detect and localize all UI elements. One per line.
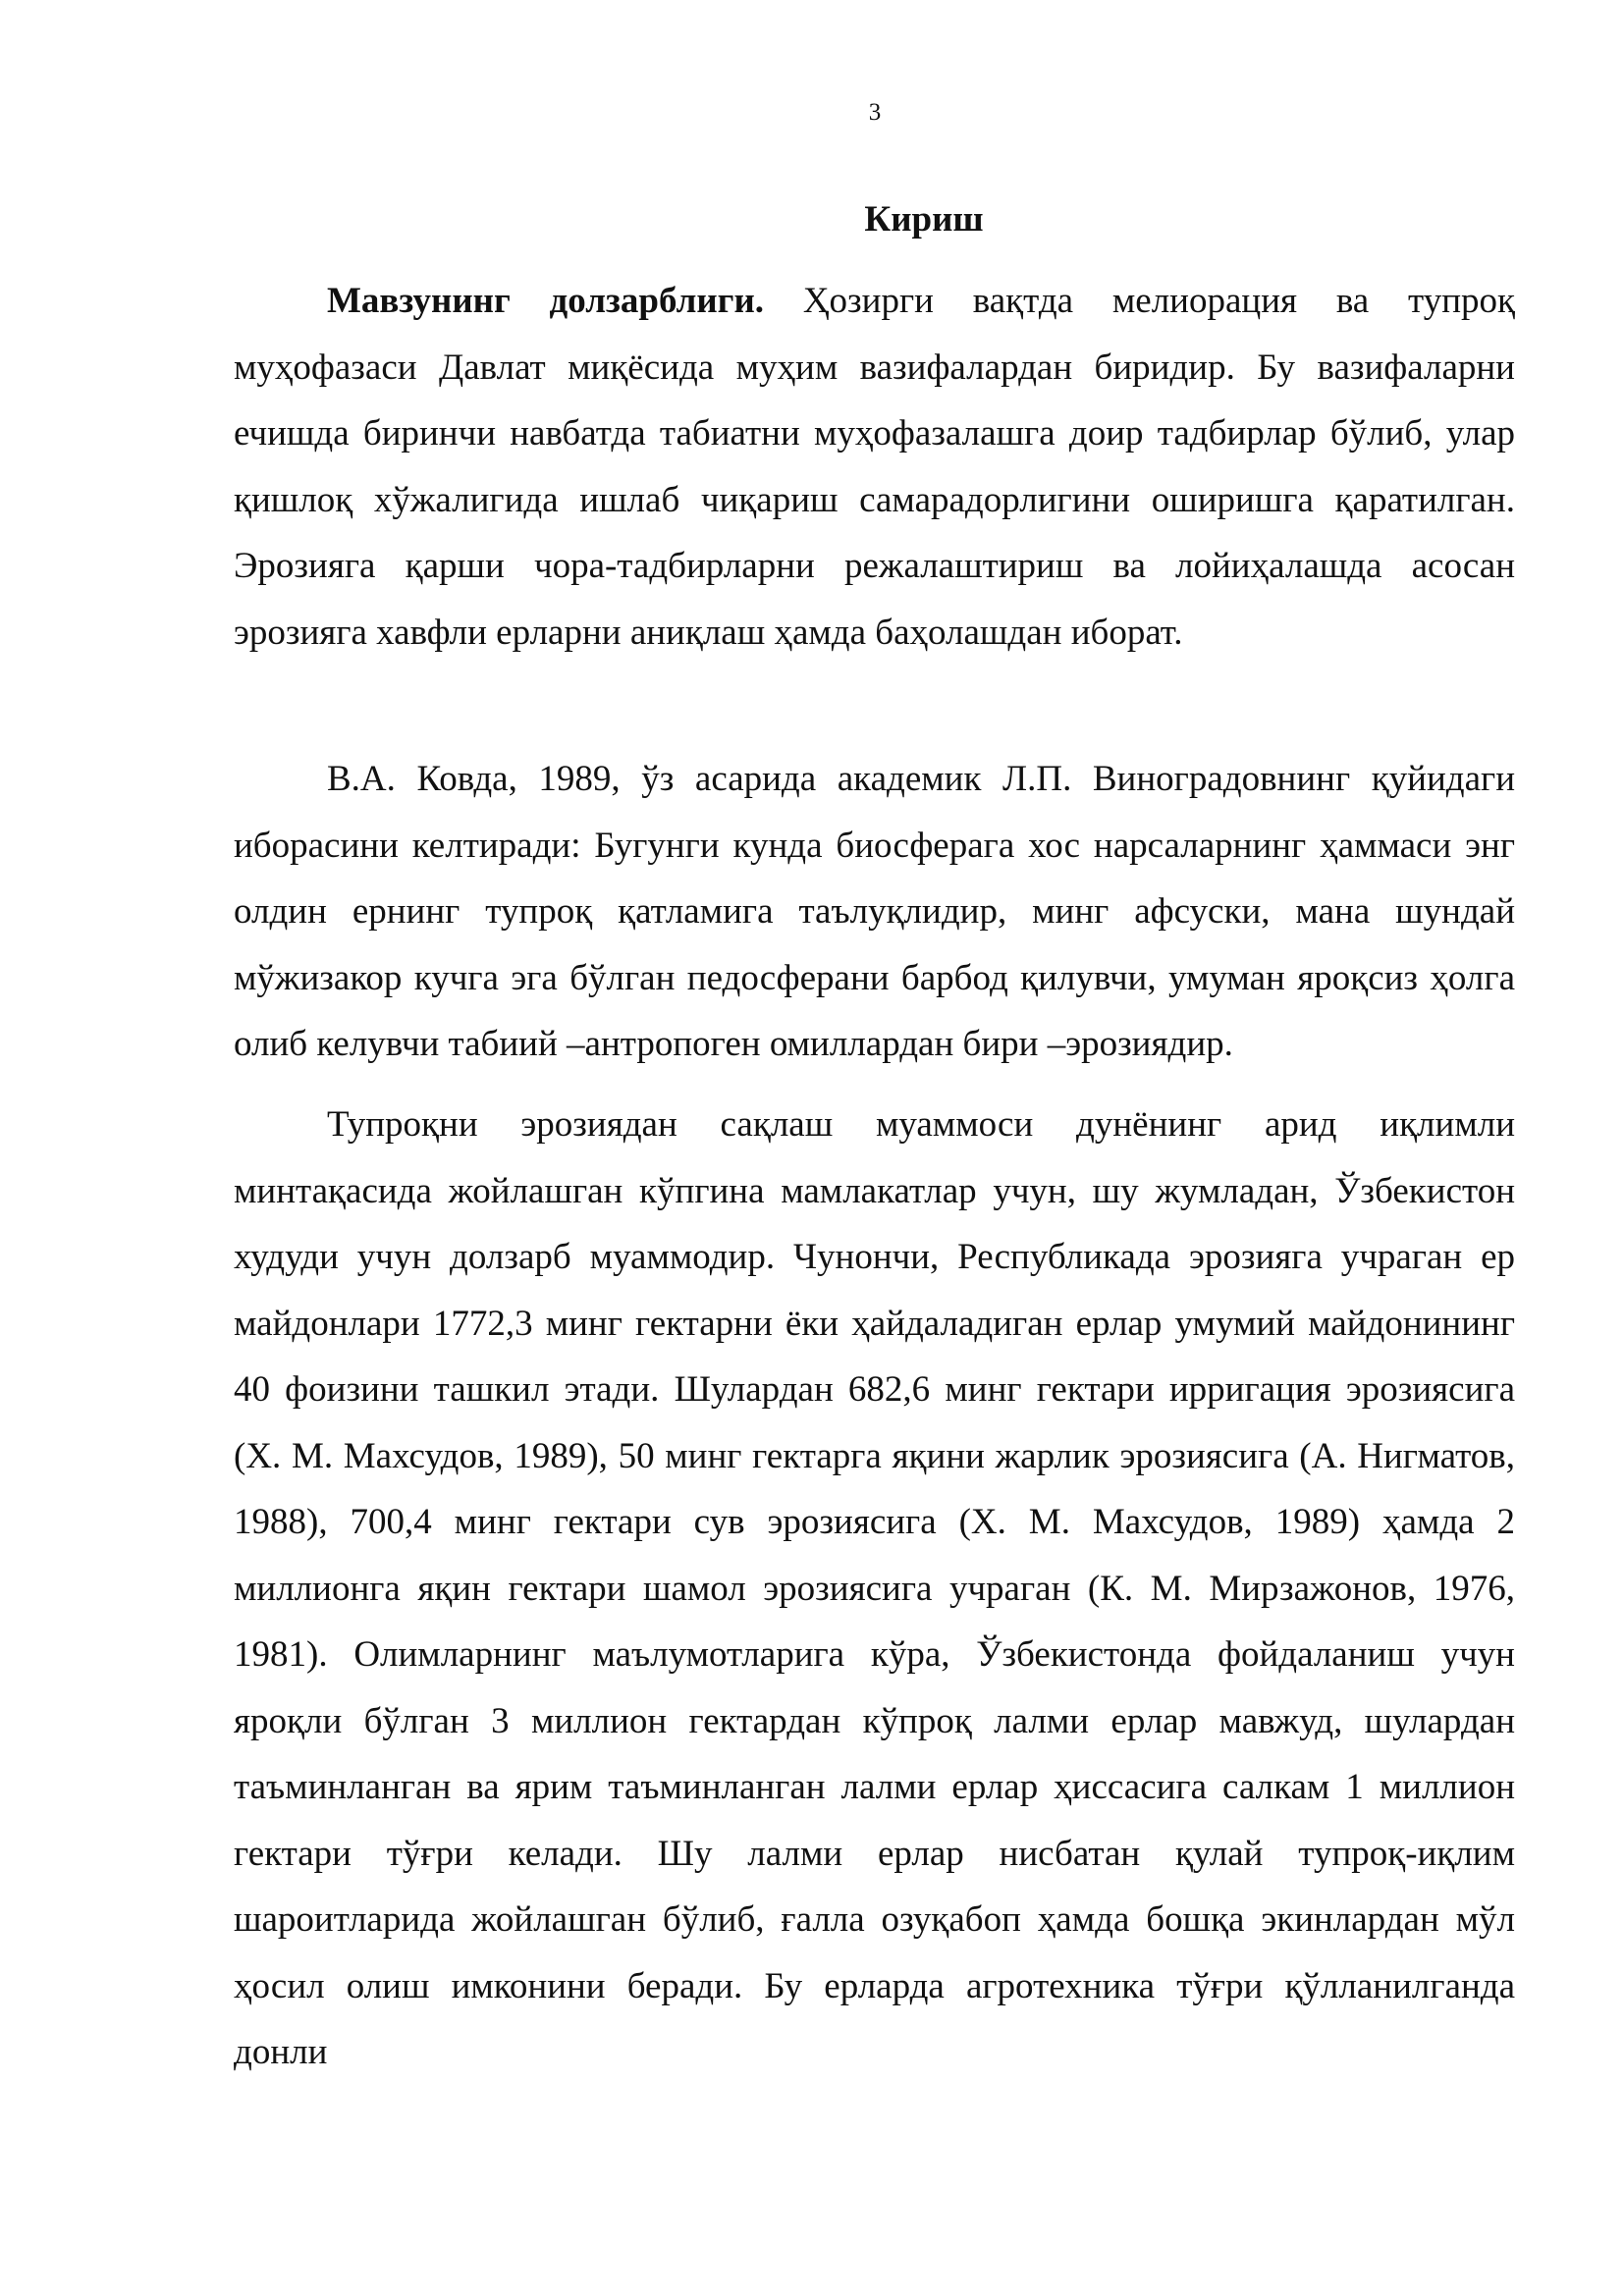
section-heading: Кириш xyxy=(864,199,984,240)
paragraph-erosion-problem xyxy=(234,1092,1515,2086)
paragraph-lead: Мавзунинг долзарблиги. xyxy=(327,281,765,321)
paragraph-body: Ҳозирги вақтда мелиорация ва тупроқ муҳофазаси Давлат миқёсида муҳим вазифалардан биридир. Бу вазифаларни ечишда биринчи навбатда табиатни муҳофазалашга доир тадбирлар бўлиб, улар қишлоқ хўжалигида ишлаб чиқариш самарадорлигини оширишга қаратилган. Эрозияга қарши чора-тадбирларни режалаштириш ва лойиҳалашда асосан эрозияга хавфли ерларни аниқлаш ҳамда баҳолашдан иборат. xyxy=(234,281,1515,653)
paragraph-text xyxy=(234,268,1515,666)
paragraph-relevance xyxy=(234,268,1515,666)
page-number: 3 xyxy=(868,99,882,126)
paragraph-kovda-quote xyxy=(234,746,1515,1078)
paragraph-text: В.А. Ковда, 1989, ўз асарида академик Л.П. Виноградовнинг қуйидаги иборасини келтиради: Бугунги кунда биосферага хос нарсаларнинг ҳаммаси энг олдин ернинг тупроқ қатламига таълуқлидир, минг афсуски, мана шундай мўжизакор кучга эга бўлган педосферани барбод қилувчи, умуман яроқсиз ҳолга олиб келувчи табиий –антропоген омиллардан бири –эрозиядир. xyxy=(234,759,1515,1064)
paragraph-text: Тупроқни эрозиядан сақлаш муаммоси дунёнинг арид иқлимли минтақасида жойлашган кўпгина мамлакатлар учун, шу жумладан, Ўзбекистон худуди учун долзарб муаммодир. Чунончи, Республикада эрозияга учраган ер майдонлари 1772,3 минг гектарни ёки ҳайдаладиган ерлар умумий майдонининг 40 фоизини ташкил этади. Шулардан 682,6 минг гектари ирригация эрозиясига (Х. М. Махсудов, 1989), 50 минг гектарга яқини жарлик эрозиясига (А. Нигматов, 1988), 700,4 минг гектари сув эрозиясига (Х. М. Махсудов, 1989) ҳамда 2 миллионга яқин гектари шамол эрозиясига учраган (К. М. Мирзажонов, 1976, 1981). Олимларнинг маълумотларига кўра, Ўзбекистонда фойдаланиш учун яроқли бўлган 3 миллион гектардан кўпроқ лалми ерлар мавжуд, шулардан таъминланган ва ярим таъминланган лалми ерлар ҳиссасига салкам 1 миллион гектари тўғри келади. Шу лалми ерлар нисбатан қулай тупроқ-иқлим шароитларида жойлашган бўлиб, ғалла озуқабоп ҳамда бошқа экинлардан мўл ҳосил олиш имконини беради. Бу ерларда агротехника тўғри қўлланилганда донли xyxy=(234,1104,1515,2072)
